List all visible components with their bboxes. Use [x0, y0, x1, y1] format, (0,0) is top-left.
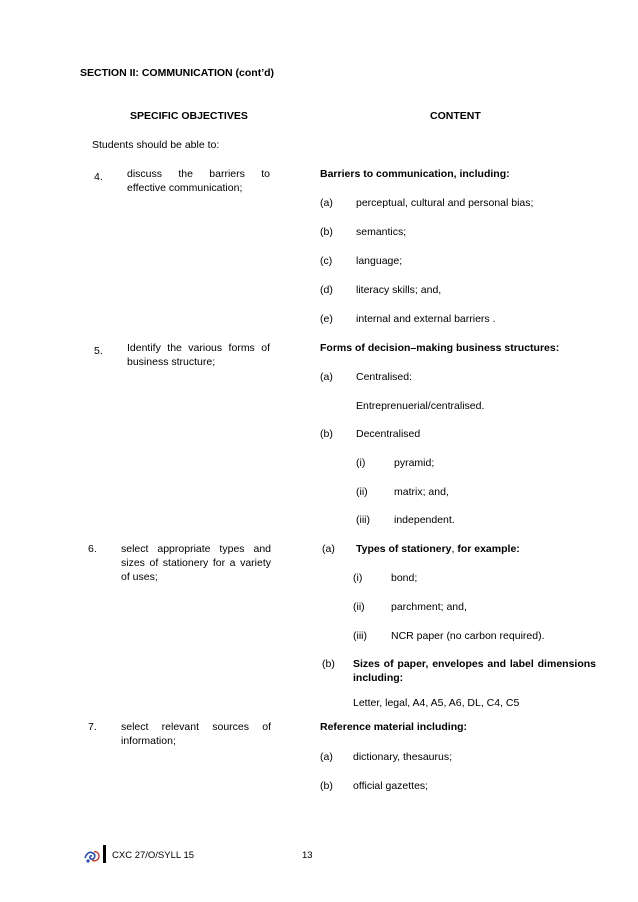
cxc-logo-icon: [82, 846, 102, 866]
item-label: (b): [320, 226, 333, 238]
objectives-header: SPECIFIC OBJECTIVES: [130, 110, 248, 122]
item-text: Decentralised: [356, 428, 421, 440]
item-label: (b): [320, 780, 333, 792]
objective-number: 7.: [88, 721, 97, 733]
item-label: (a): [320, 371, 333, 383]
item-label: (a): [320, 197, 333, 209]
objective-text: select appropriate types and sizes of stationery for a variety of uses;: [121, 543, 271, 584]
item-subtext: Entreprenuerial/centralised.: [356, 400, 485, 412]
stationery-comma: ,: [451, 543, 455, 555]
subitem-label: (ii): [353, 601, 365, 613]
item-label: (b): [320, 428, 333, 440]
item-label: (d): [320, 284, 333, 296]
item-label: (e): [320, 313, 333, 325]
item-text: Centralised:: [356, 371, 413, 383]
subitem-text: parchment; and,: [391, 601, 467, 613]
subitem-label: (i): [353, 572, 363, 584]
item-text: language;: [356, 255, 403, 267]
content-heading: Reference material including:: [320, 721, 468, 733]
content-heading: Barriers to communication, including:: [320, 168, 510, 180]
objective-text: Identify the various forms of business structure;: [127, 342, 270, 369]
objective-number: 5.: [94, 345, 103, 357]
subitem-text: bond;: [391, 572, 418, 584]
subitem-text: pyramid;: [394, 457, 435, 469]
subitem-label: (i): [356, 457, 366, 469]
item-text: perceptual, cultural and personal bias;: [356, 197, 534, 209]
subitem-label: (ii): [356, 486, 368, 498]
objective-number: 4.: [94, 171, 103, 183]
item-label: (a): [322, 543, 335, 555]
stationery-types-title: Types of stationery: [356, 543, 452, 555]
item-text: literacy skills; and,: [356, 284, 442, 296]
item-text: semantics;: [356, 226, 407, 238]
page-number: 13: [302, 850, 313, 861]
stationery-example-tail: for example:: [454, 543, 520, 555]
subitem-label: (iii): [356, 514, 370, 526]
content-header: CONTENT: [430, 110, 481, 122]
item-text: dictionary, thesaurus;: [353, 751, 453, 763]
subitem-text: NCR paper (no carbon required).: [391, 630, 545, 642]
subitem-text: matrix; and,: [394, 486, 449, 498]
section-title: SECTION II: COMMUNICATION (cont’d): [80, 67, 275, 79]
item-label: (b): [322, 658, 335, 670]
item-label: (a): [320, 751, 333, 763]
stationery-heading: [356, 542, 520, 556]
objective-number: 6.: [88, 543, 97, 555]
item-text: internal and external barriers .: [356, 313, 496, 325]
item-text: official gazettes;: [353, 780, 429, 792]
footer-code: CXC 27/O/SYLL 15: [112, 850, 195, 861]
objective-text: select relevant sources of information;: [121, 721, 271, 748]
sizes-text: Letter, legal, A4, A5, A6, DL, C4, C5: [353, 697, 520, 709]
content-heading: Forms of decision–making business structures:: [320, 342, 560, 354]
footer-divider: [103, 845, 106, 863]
sizes-heading: Sizes of paper, envelopes and label dimensions including:: [353, 658, 596, 685]
item-label: (c): [320, 255, 333, 267]
subitem-text: independent.: [394, 514, 455, 526]
objective-text: discuss the barriers to effective communication;: [127, 168, 270, 195]
subitem-label: (iii): [353, 630, 367, 642]
intro-text: Students should be able to:: [92, 139, 220, 151]
